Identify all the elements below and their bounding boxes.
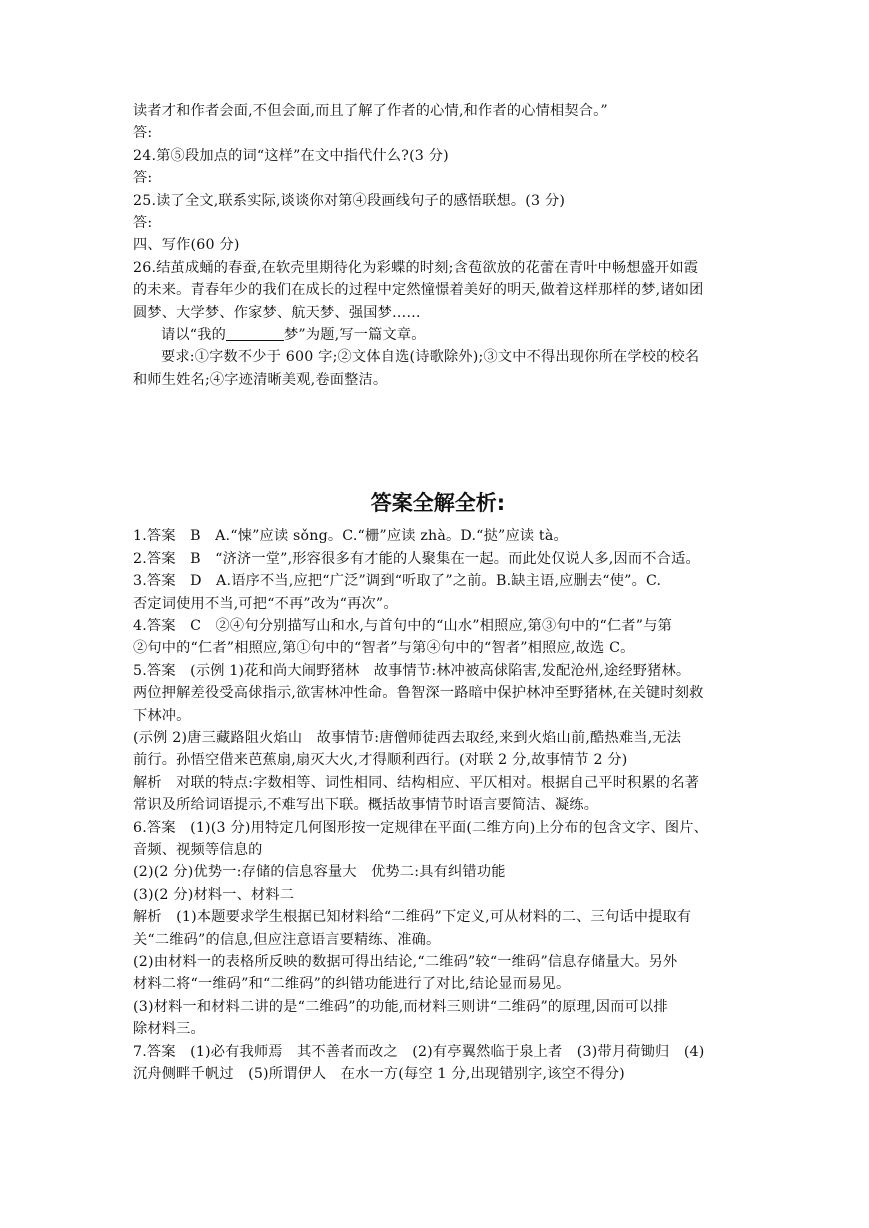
answer-line: 6.答案 (1)(3 分)用特定几何图形按一定规律在平面(二维方向)上分布的包含文字、图片、	[133, 819, 709, 836]
text-line: 的未来。青春年少的我们在成长的过程中定然憧憬着美好的明天,做着这样那样的梦,诸如团	[133, 282, 704, 299]
section-heading: 四、写作(60 分)	[133, 237, 240, 254]
prompt-after: 梦”为题,写一篇文章。	[284, 327, 426, 344]
answer-line: 解析 对联的特点:字数相等、词性相同、结构相应、平仄相对。根据自己平时积累的名著	[133, 774, 700, 791]
answer-line: 5.答案 (示例 1)花和尚大闹野猪林 故事情节:林冲被高俅陷害,发配沧州,途经野猪林。	[133, 662, 691, 679]
question-26: 26.结茧成蛹的春蚕,在软壳里期待化为彩蝶的时刻;含苞欲放的花蕾在青叶中畅想盛开如霞	[133, 259, 699, 276]
answer-line: 常识及所给词语提示,不难写出下联。概括故事情节时语言要简洁、凝练。	[133, 797, 599, 814]
answer-line: (2)(2 分)优势一:存储的信息容量大 优势二:具有纠错功能	[133, 864, 506, 881]
prompt-before: 请以“我的	[161, 327, 227, 344]
question-section	[133, 100, 743, 391]
requirements-line: 要求:①字数不少于 600 字;②文体自选(诗歌除外);③文中不得出现你所在学校的校名	[161, 349, 700, 366]
answer-line: (3)(2 分)材料一、材料二	[133, 886, 295, 903]
answer-line: 1.答案 B A.“悚”应读 sǒng。C.“栅”应读 zhà。D.“挞”应读 tà。	[133, 528, 568, 545]
answer-line: 3.答案 D A.语序不当,应把“广泛”调到“听取了”之前。B.缺主语,应删去“使”。C.	[133, 573, 662, 590]
answer-line: 两位押解差役受高俅指示,欲害林冲性命。鲁智深一路暗中保护林冲至野猪林,在关键时刻救	[133, 685, 704, 702]
answers-title: 答案全解全析:	[370, 491, 506, 516]
answer-line: 4.答案 C ②④句分别描写山和水,与首句中的“山水”相照应,第③句中的“仁者”与第	[133, 617, 673, 634]
answer-line: 下林冲。	[133, 707, 191, 724]
answers-section	[133, 525, 743, 1085]
text-line: 读者才和作者会面,不但会面,而且了解了作者的心情,和作者的心情相契合。”	[133, 103, 608, 119]
answer-line: 否定词使用不当,可把“不再”改为“再次”。	[133, 595, 398, 612]
fill-blank	[226, 326, 284, 341]
answer-line: 2.答案 B “济济一堂”,形容很多有才能的人聚集在一起。而此处仅说人多,因而不合适。	[133, 550, 700, 567]
answer-line: (示例 2)唐三藏路阻火焰山 故事情节:唐僧师徒西去取经,来到火焰山前,酷热难当,无法	[133, 729, 682, 746]
answer-line: 前行。孙悟空借来芭蕉扇,扇灭大火,才得顺利西行。(对联 2 分,故事情节 2 分)	[133, 752, 628, 769]
answer-line: 除材料三。	[133, 1021, 205, 1038]
answer-line: 材料二将“一维码”和“二维码”的纠错功能进行了对比,结论显而易见。	[133, 976, 571, 993]
answer-line: 音频、视频等信息的	[133, 841, 263, 858]
answer-line: (3)材料一和材料二讲的是“二维码”的功能,而材料三则讲“二维码”的原理,因而可以排	[133, 998, 668, 1015]
essay-prompt	[133, 324, 743, 346]
question-24: 24.第⑤段加点的词“这样”在文中指代什么?(3 分)	[133, 147, 449, 164]
answer-line: 沉舟侧畔千帆过 (5)所谓伊人 在水一方(每空 1 分,出现错别字,该空不得分)	[133, 1066, 625, 1083]
answer-line: (2)由材料一的表格所反映的数据可得出结论,“二维码”较“一维码”信息存储量大。另外	[133, 954, 678, 970]
document-page	[133, 100, 743, 1085]
answer-line: 关“二维码”的信息,但应注意语言要精练、准确。	[133, 931, 441, 948]
answer-label: 答:	[133, 125, 153, 142]
text-line: 圆梦、大学梦、作家梦、航天梦、强国梦……	[133, 304, 421, 321]
answer-line: 解析 (1)本题要求学生根据已知材料给“二维码”下定义,可从材料的二、三句话中提取有	[133, 909, 692, 926]
requirements-line: 和师生姓名;④字迹清晰美观,卷面整洁。	[133, 371, 388, 388]
question-25: 25.读了全文,联系实际,谈谈你对第④段画线句子的感悟联想。(3 分)	[133, 192, 566, 209]
answer-line: 7.答案 (1)必有我师焉 其不善者而改之 (2)有亭翼然临于泉上者 (3)带月荷锄归 (4)	[133, 1043, 705, 1060]
answer-line: ②句中的“仁者”相照应,第①句中的“智者”与第④句中的“智者”相照应,故选 C。	[133, 640, 635, 657]
answer-label: 答:	[133, 215, 153, 232]
answer-label: 答:	[133, 170, 153, 187]
